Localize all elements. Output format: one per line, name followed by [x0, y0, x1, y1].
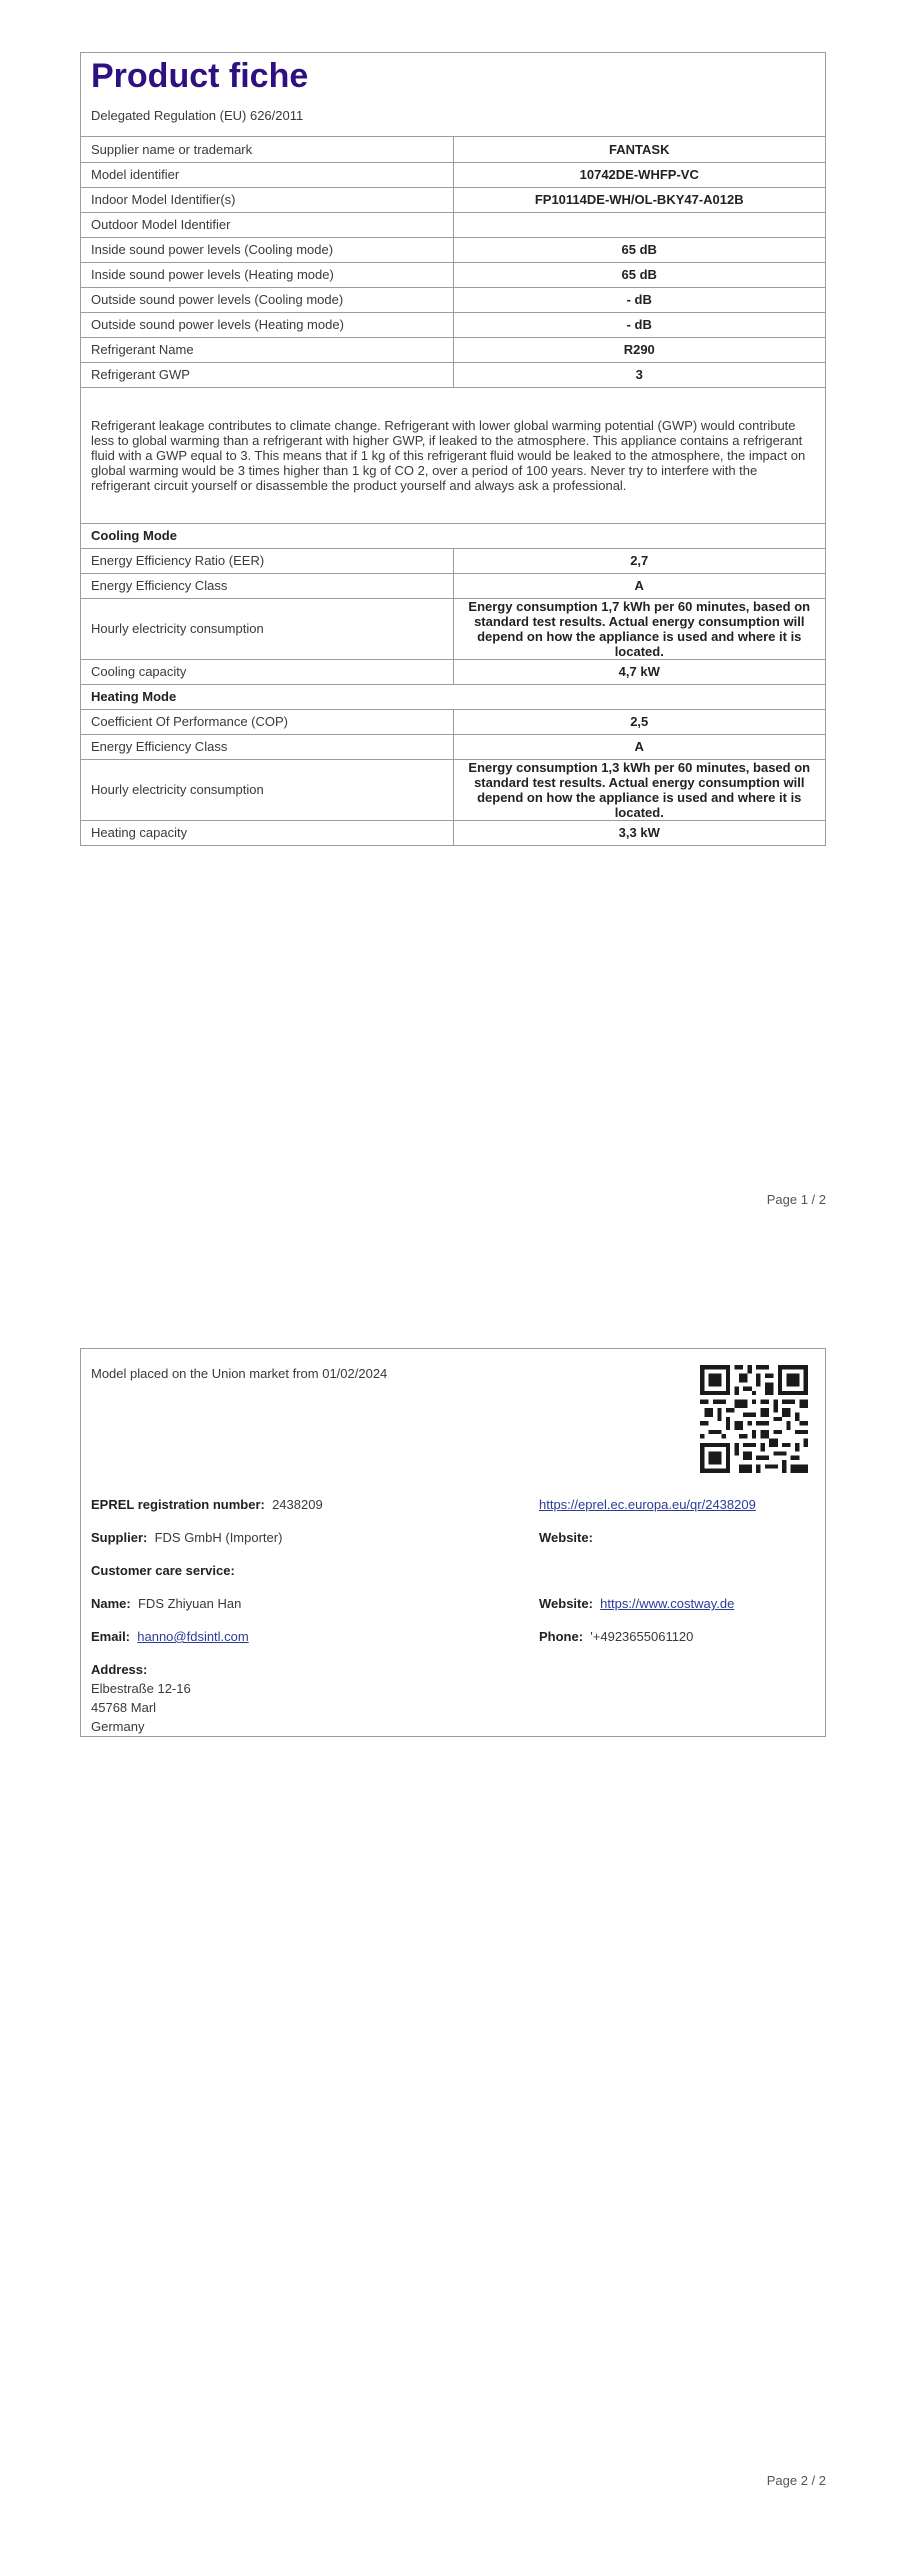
name-label: Name: [91, 1596, 131, 1611]
row-label: Heating capacity [81, 820, 453, 845]
care-phone [539, 1629, 693, 1644]
row-value: 2,5 [453, 709, 825, 734]
row-value: FANTASK [453, 137, 825, 162]
page-title: Product fiche [91, 57, 309, 95]
row-label: Energy Efficiency Ratio (EER) [81, 548, 453, 573]
row-value: 3,3 kW [453, 820, 825, 845]
row-value: A [453, 734, 825, 759]
table-row [81, 362, 825, 387]
row-label: Refrigerant Name [81, 337, 453, 362]
email-label: Email: [91, 1629, 131, 1644]
table-row [81, 162, 825, 187]
row-label: Outside sound power levels (Cooling mode) [81, 287, 453, 312]
table-row [81, 573, 825, 598]
row-value: 10742DE-WHFP-VC [453, 162, 825, 187]
care-website-label: Website: [539, 1596, 593, 1611]
table-row [81, 262, 825, 287]
regulation-subtitle: Delegated Regulation (EU) 626/2011 [91, 108, 304, 123]
row-label: Cooling capacity [81, 659, 453, 684]
table-row [81, 659, 825, 684]
row-value: Energy consumption 1,3 kWh per 60 minutes, based on standard test results. Actual energy consumption will depend on how the appliance is used and where it is located. [453, 759, 825, 820]
row-label: Model identifier [81, 162, 453, 187]
phone-value: '+4923655061120 [590, 1629, 694, 1644]
eprel-value: 2438209 [272, 1497, 323, 1512]
row-value: - dB [453, 312, 825, 337]
product-fiche-table [80, 52, 826, 846]
supplier-website [539, 1530, 593, 1545]
customer-care-label: Customer care service: [91, 1563, 235, 1578]
supplier-info [91, 1530, 282, 1545]
fiche-data-table [81, 137, 825, 845]
table-row [81, 337, 825, 362]
row-label: Energy Efficiency Class [81, 734, 453, 759]
table-row [81, 598, 825, 659]
row-value: - dB [453, 287, 825, 312]
website-label: Website: [539, 1530, 593, 1545]
eprel-link-wrap [539, 1497, 756, 1512]
row-value [453, 212, 825, 237]
page-number: Page 2 / 2 [766, 2473, 826, 2488]
care-website-link[interactable]: https://www.costway.de [600, 1596, 735, 1611]
row-label: Hourly electricity consumption [81, 598, 453, 659]
row-value: A [453, 573, 825, 598]
row-label: Inside sound power levels (Heating mode) [81, 262, 453, 287]
qr-code-icon [700, 1365, 808, 1473]
table-row [81, 187, 825, 212]
care-email [91, 1629, 249, 1644]
name-value: FDS Zhiyuan Han [137, 1596, 242, 1611]
table-row [81, 734, 825, 759]
row-label: Supplier name or trademark [81, 137, 453, 162]
customer-care-heading [91, 1563, 235, 1578]
eprel-registration [91, 1497, 323, 1512]
row-value: Energy consumption 1,7 kWh per 60 minutes, based on standard test results. Actual energy consumption will depend on how the appliance is used and where it is located. [453, 598, 825, 659]
address-line: Germany [91, 1719, 145, 1734]
table-row [81, 709, 825, 734]
row-value: 65 dB [453, 237, 825, 262]
heating-mode-heading: Heating Mode [81, 684, 825, 709]
address-line: Elbestraße 12-16 [91, 1681, 191, 1696]
row-label: Hourly electricity consumption [81, 759, 453, 820]
supplier-value: FDS GmbH (Importer) [154, 1530, 283, 1545]
row-label: Indoor Model Identifier(s) [81, 187, 453, 212]
row-label: Outdoor Model Identifier [81, 212, 453, 237]
table-row [81, 523, 825, 548]
row-label: Outside sound power levels (Heating mode) [81, 312, 453, 337]
address-label-text: Address: [91, 1662, 148, 1677]
refrigerant-note: Refrigerant leakage contributes to climate change. Refrigerant with lower global warming potential (GWP) would contribute less to global warming than a refrigerant with higher GWP, if leaked to the atmosphere. This appliance contains a refrigerant fluid with a GWP equal to 3. This means that if 1 kg of this refrigerant fluid would be leaked to the atmosphere, the impact on global warming would be 3 times higher than 1 kg of CO 2, over a period of 100 years. Never try to interfere with the refrigerant circuit yourself or disassemble the product yourself and always ask a professional. [81, 387, 825, 523]
care-website [539, 1596, 734, 1611]
cooling-mode-heading: Cooling Mode [81, 523, 825, 548]
row-value: 4,7 kW [453, 659, 825, 684]
table-row [81, 287, 825, 312]
table-row [81, 137, 825, 162]
table-row [81, 548, 825, 573]
phone-label: Phone: [539, 1629, 584, 1644]
table-row [81, 820, 825, 845]
row-label: Refrigerant GWP [81, 362, 453, 387]
table-row [81, 684, 825, 709]
table-row [81, 387, 825, 523]
email-link[interactable]: hanno@fdsintl.com [137, 1629, 249, 1644]
table-row [81, 237, 825, 262]
row-label: Energy Efficiency Class [81, 573, 453, 598]
address-line: 45768 Marl [91, 1700, 157, 1715]
market-date-text: Model placed on the Union market from 01/02/2024 [91, 1366, 388, 1381]
table-row [81, 312, 825, 337]
page-number: Page 1 / 2 [766, 1192, 826, 1207]
row-label: Coefficient Of Performance (COP) [81, 709, 453, 734]
address-label [91, 1662, 147, 1677]
eprel-link[interactable]: https://eprel.ec.europa.eu/qr/2438209 [539, 1497, 756, 1512]
supplier-label: Supplier: [91, 1530, 148, 1545]
row-value: 65 dB [453, 262, 825, 287]
care-name [91, 1596, 241, 1611]
row-value: FP10114DE-WH/OL-BKY47-A012B [453, 187, 825, 212]
eprel-label: EPREL registration number: [91, 1497, 265, 1512]
table-row [81, 759, 825, 820]
row-value: 2,7 [453, 548, 825, 573]
table-row [81, 212, 825, 237]
row-value: 3 [453, 362, 825, 387]
fiche-header [81, 53, 825, 137]
row-label: Inside sound power levels (Cooling mode) [81, 237, 453, 262]
row-value: R290 [453, 337, 825, 362]
supplier-info-box [80, 1348, 826, 1737]
